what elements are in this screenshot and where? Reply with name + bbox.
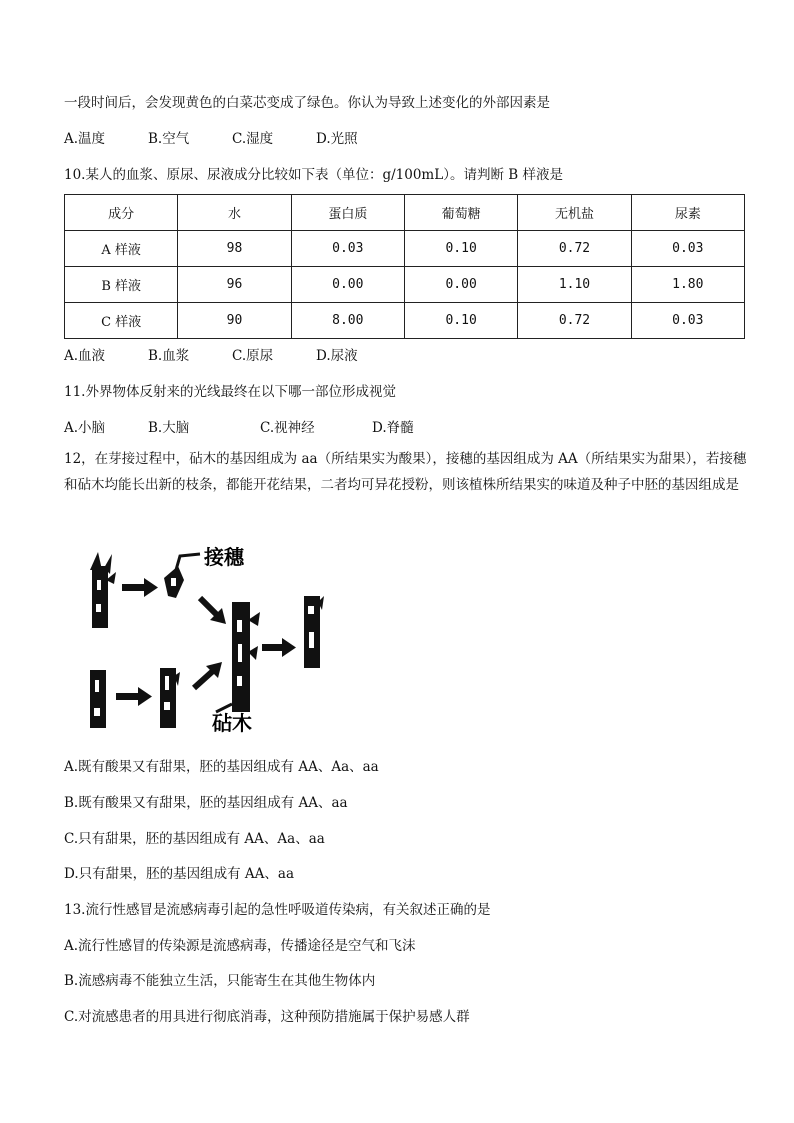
q12-stem: 12，在芽接过程中，砧木的基因组成为 aa（所结果实为酸果），接穗的基因组成为 AA（所结果实为甜果），若接穗和砧木均能长出新的枝条，都能开花结果，二者均可异花授粉，则该植株所结果实的味道及种子中胚的基因组成是 [64,451,747,493]
table-cell: 98 [178,231,291,267]
q10-option-d: D.尿液 [316,348,358,364]
table-cell: 1.80 [631,267,744,303]
q9-stem: 一段时间后，会发现黄色的白菜芯变成了绿色。你认为导致上述变化的外部因素是 [64,95,550,111]
table-cell: 0.03 [631,231,744,267]
table-cell: 8.00 [291,303,404,339]
table-cell: 1.10 [518,267,631,303]
q12-option-c: C.只有甜果，胚的基因组成有 AA、Aa、aa [64,831,325,847]
table-header-row [65,195,745,231]
scion-bud-icon [164,566,184,598]
q12-option-d: D.只有甜果，胚的基因组成有 AA、aa [64,866,295,882]
table-header: 蛋白质 [291,195,404,231]
scion-label: 接穗 [204,545,244,569]
table-row [65,267,745,303]
q9-option-b: B.空气 [148,131,190,147]
q10-options [64,344,358,364]
arrow-right-icon [262,638,296,657]
table-cell: 0.10 [404,303,517,339]
stock-cut-icon [160,668,180,728]
table-cell: 96 [178,267,291,303]
q9-options [64,127,358,147]
q11-option-b: B.大脑 [148,420,190,436]
table-cell: 0.72 [518,303,631,339]
table-cell: 0.00 [291,267,404,303]
table-cell: 0.03 [291,231,404,267]
table-cell: 0.72 [518,231,631,267]
arrow-up-right-icon [194,662,222,688]
scion-branch-icon [90,552,116,628]
table-header: 无机盐 [518,195,631,231]
q13-option-b: B.流感病毒不能独立生活，只能寄生在其他生物体内 [64,973,376,989]
q11-stem: 11.外界物体反射来的光线最终在以下哪一部位形成视觉 [64,384,396,400]
stock-stem-icon [90,670,106,728]
table-row [65,231,745,267]
q11-option-d: D.脊髓 [372,420,414,436]
grown-plant-icon [304,596,324,668]
label-pointer-line [176,554,200,570]
q13-stem: 13.流行性感冒是流感病毒引起的急性呼吸道传染病，有关叙述正确的是 [64,902,491,918]
q9-option-a: A.温度 [64,131,106,147]
table-header: 尿素 [631,195,744,231]
q10-stem: 10.某人的血浆、原尿、尿液成分比较如下表（单位：g/100mL）。请判断 B 样液是 [64,167,563,183]
q9-option-d: D.光照 [316,131,358,147]
q12-option-b: B.既有酸果又有甜果，胚的基因组成有 AA、aa [64,795,348,811]
table-cell: 0.10 [404,231,517,267]
q11-option-c: C.视神经 [260,420,315,436]
table-header: 成分 [65,195,178,231]
table-cell: C 样液 [65,303,178,339]
table-header: 水 [178,195,291,231]
arrow-right-icon [122,578,158,597]
q11-option-a: A.小脑 [64,420,106,436]
q9-option-c: C.湿度 [232,131,274,147]
stock-label: 砧木 [212,711,252,735]
q12-option-a: A.既有酸果又有甜果，胚的基因组成有 AA、Aa、aa [64,759,379,775]
grafting-diagram [72,540,342,735]
table-cell: 90 [178,303,291,339]
q11-options [64,416,414,436]
table-header: 葡萄糖 [404,195,517,231]
q10-option-b: B.血浆 [148,348,190,364]
table-row [65,303,745,339]
table-cell: B 样液 [65,267,178,303]
arrow-down-right-icon [200,598,226,624]
q10-option-c: C.原尿 [232,348,274,364]
q13-option-a: A.流行性感冒的传染源是流感病毒，传播途径是空气和飞沫 [64,938,416,954]
arrow-right-icon [116,687,152,706]
table-cell: A 样液 [65,231,178,267]
composition-table [64,194,745,339]
q10-option-a: A.血液 [64,348,106,364]
table-cell: 0.03 [631,303,744,339]
q13-option-c: C.对流感患者的用具进行彻底消毒，这种预防措施属于保护易感人群 [64,1009,470,1025]
table-cell: 0.00 [404,267,517,303]
grafted-stem-icon [232,602,260,712]
